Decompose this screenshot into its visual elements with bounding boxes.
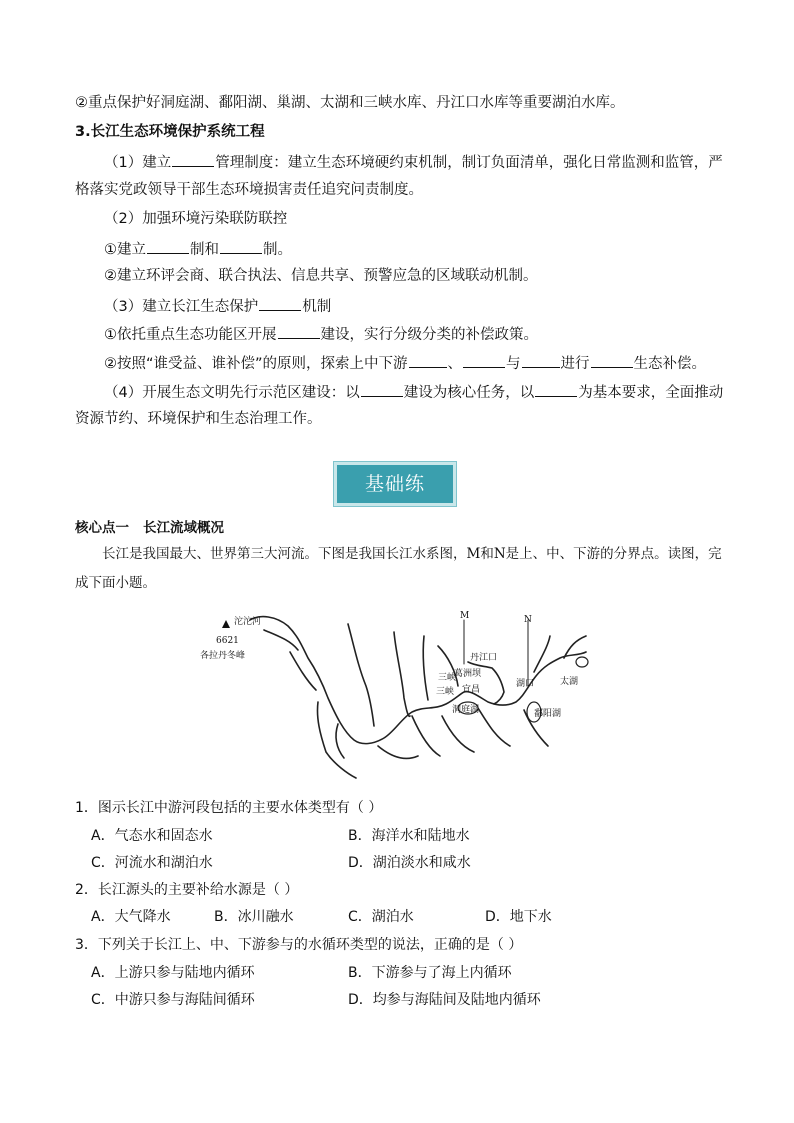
- q2-option-b[interactable]: B．冰川融水: [214, 909, 294, 925]
- q2-option-c[interactable]: C．湖泊水: [348, 909, 414, 925]
- label-yichang: 宜昌: [462, 685, 481, 695]
- label-dongting: 洞庭湖: [452, 705, 480, 715]
- section-banner: 基础练: [334, 462, 456, 506]
- question-1-stem: 1．图示长江中游河段包括的主要水体类型有（ ）: [75, 800, 383, 816]
- policy-item-2a: ①建立 制和 制。: [104, 238, 292, 260]
- q2-option-d[interactable]: D．地下水: [485, 909, 552, 925]
- fill-blank[interactable]: [591, 352, 633, 368]
- q1-option-d[interactable]: D．湖泊淡水和咸水: [348, 855, 471, 871]
- fill-blank[interactable]: [278, 323, 320, 339]
- policy-item-2: （2）加强环境污染联防联控: [104, 211, 288, 227]
- policy-item-1-cont: 格落实党政领导干部生态环境损害责任追究问责制度。: [75, 182, 423, 198]
- core-point-heading: [75, 516, 224, 536]
- intro-paragraph: 长江是我国最大、世界第三大河流。下图是我国长江水系图，M和N是上、中、下游的分界点。读图，完成下面小题。: [75, 546, 722, 591]
- q1-option-a[interactable]: A．气态水和固态水: [91, 828, 213, 844]
- q3-option-a[interactable]: A．上游只参与陆地内循环: [91, 965, 255, 981]
- policy-item-3a: ①依托重点生态功能区开展 建设，实行分级分类的补偿政策。: [104, 323, 538, 345]
- yangtze-main-stem: [250, 617, 586, 744]
- fill-blank[interactable]: [522, 352, 560, 368]
- q2-option-a[interactable]: A．大气降水: [91, 909, 171, 925]
- peak-icon: [222, 620, 230, 628]
- label-M: M: [460, 611, 470, 621]
- policy-item-4-cont: 资源节约、环境保护和生态治理工作。: [75, 411, 322, 427]
- q3-option-b[interactable]: B．下游参与了海上内循环: [348, 965, 512, 981]
- yangtze-river-map: [198, 606, 608, 782]
- label-poyang: 鄱阳湖: [534, 709, 562, 719]
- policy-line-lakes: ②重点保护好洞庭湖、鄱阳湖、巢湖、太湖和三峡水库、丹江口水库等重要湖泊水库。: [75, 95, 625, 111]
- fill-blank[interactable]: [259, 295, 301, 311]
- policy-item-2b: ②建立环评会商、联合执法、信息共享、预警应急的区域联动机制。: [104, 268, 538, 284]
- core-point-label: 核心点一: [75, 520, 129, 536]
- policy-item-4: （4）开展生态文明先行示范区建设：以 建设为核心任务，以 为基本要求，全面推动: [104, 381, 723, 403]
- label-sanxia-1: 三峡: [438, 673, 457, 683]
- section-heading-3: 3.长江生态环境保护系统工程: [75, 124, 265, 140]
- fill-blank[interactable]: [463, 352, 505, 368]
- q3-option-d[interactable]: D．均参与海陆间及陆地内循环: [348, 992, 541, 1008]
- fill-blank[interactable]: [535, 381, 577, 397]
- policy-item-3b: ②按照“谁受益、谁补偿”的原则，探索上中下游 、 与 进行 生态补偿。: [104, 352, 706, 374]
- label-sanxia-2: 三峡: [436, 687, 455, 697]
- policy-item-1: （1）建立 管理制度：建立生态环境硬约束机制，制订负面清单，强化日常监测和监管，严: [104, 151, 723, 173]
- label-tuotuo-river: 沱沱河: [234, 617, 262, 627]
- label-hukou: 湖口: [516, 679, 535, 689]
- fill-blank[interactable]: [220, 238, 262, 254]
- taihu-lake-shape: [576, 657, 588, 667]
- label-peak: 各拉丹冬峰: [200, 651, 246, 661]
- label-gezhouba: 葛洲坝: [454, 669, 482, 679]
- fill-blank[interactable]: [147, 238, 189, 254]
- q1-option-b[interactable]: B．海洋水和陆地水: [348, 828, 470, 844]
- q1-option-c[interactable]: C．河流水和湖泊水: [91, 855, 213, 871]
- q3-option-c[interactable]: C．中游只参与海陆间循环: [91, 992, 255, 1008]
- fill-blank[interactable]: [361, 381, 403, 397]
- question-2-stem: 2．长江源头的主要补给水源是（ ）: [75, 882, 299, 898]
- label-elevation: 6621: [216, 636, 239, 646]
- label-danjiangkou: 丹江口: [470, 653, 498, 663]
- label-taihu: 太湖: [560, 677, 579, 687]
- label-N: N: [524, 615, 532, 625]
- question-3-stem: 3．下列关于长江上、中、下游参与的水循环类型的说法，正确的是（ ）: [75, 937, 523, 953]
- core-point-title: 长江流域概况: [143, 520, 224, 536]
- policy-item-3: （3）建立长江生态保护 机制: [104, 295, 331, 317]
- fill-blank[interactable]: [409, 352, 447, 368]
- fill-blank[interactable]: [172, 151, 214, 167]
